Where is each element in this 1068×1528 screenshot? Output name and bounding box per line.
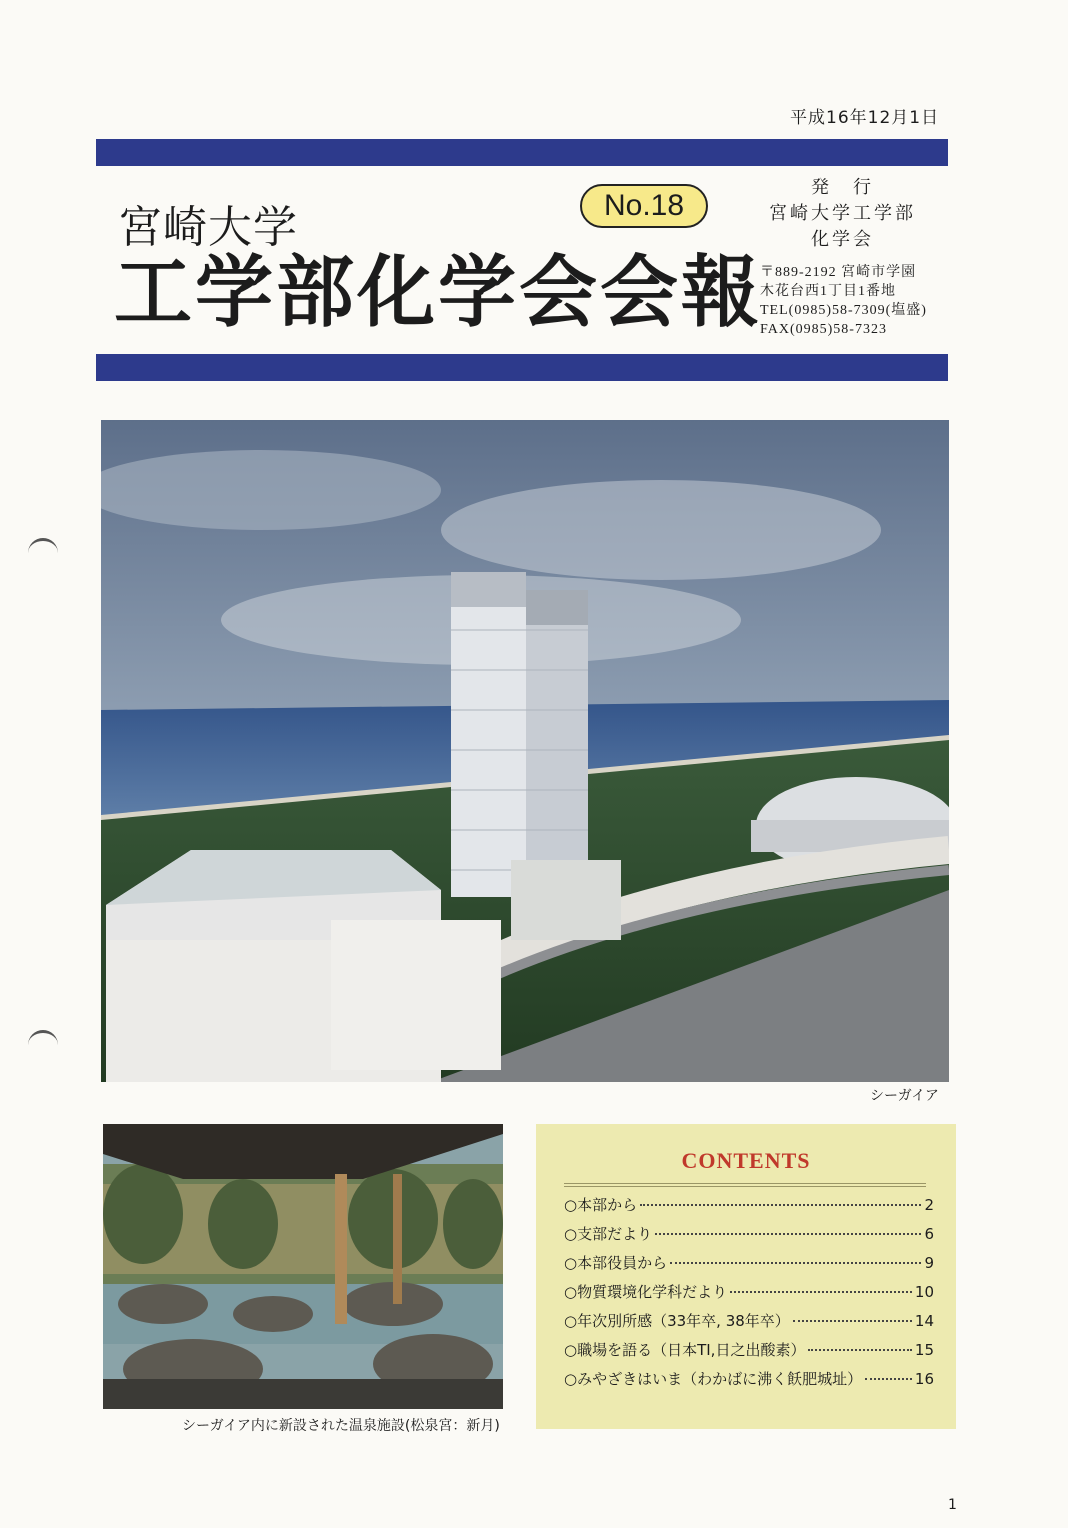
publisher-label: 発 行 — [811, 177, 874, 198]
masthead-bar-top — [96, 139, 948, 166]
contents-box — [536, 1124, 956, 1429]
address-street: 木花台西1丁目1番地 — [760, 284, 896, 299]
toc-item: ○みやざきはいま（わかばに沸く飫肥城址） 16 — [564, 1370, 934, 1388]
address-postal: 〒889-2192 宮崎市学園 — [760, 265, 917, 280]
publisher-org-sub: 化学会 — [811, 229, 874, 250]
toc-item: ○本部役員から 9 — [564, 1254, 934, 1272]
publisher-block — [760, 175, 925, 253]
seagaia-photo — [101, 420, 949, 1082]
binder-hole-top — [28, 538, 58, 557]
issue-date: 平成16年12月1日 — [790, 108, 940, 128]
toc-item: ○職場を語る（日本TI,日之出酸素） 15 — [564, 1341, 934, 1359]
hot-spring-caption: シーガイア内に新設された温泉施設(松泉宮：新月) — [182, 1418, 500, 1434]
university-name: 宮崎大学 — [118, 202, 298, 253]
toc-item: ○本部から 2 — [564, 1196, 934, 1214]
address-block — [760, 263, 927, 339]
main-photo-caption: シーガイア — [870, 1088, 939, 1104]
toc-list — [564, 1194, 934, 1397]
contents-rule — [564, 1183, 926, 1187]
toc-item: ○物質環境化学科だより 10 — [564, 1283, 934, 1301]
toc-item: ○支部だより 6 — [564, 1225, 934, 1243]
address-fax: FAX(0985)58-7323 — [760, 322, 887, 337]
toc-item: ○年次別所感（33年卒, 38年卒） 14 — [564, 1312, 934, 1330]
hot-spring-photo — [103, 1124, 503, 1409]
publisher-org: 宮崎大学工学部 — [769, 203, 916, 224]
address-tel: TEL(0985)58-7309(塩盛) — [760, 303, 927, 318]
journal-title: 工学部化学会会報 — [114, 247, 763, 338]
page-number: 1 — [948, 1497, 957, 1513]
binder-hole-bottom — [28, 1030, 58, 1049]
issue-number-badge: No.18 — [580, 184, 708, 228]
masthead-bar-bottom — [96, 354, 948, 381]
contents-title: CONTENTS — [681, 1148, 811, 1173]
